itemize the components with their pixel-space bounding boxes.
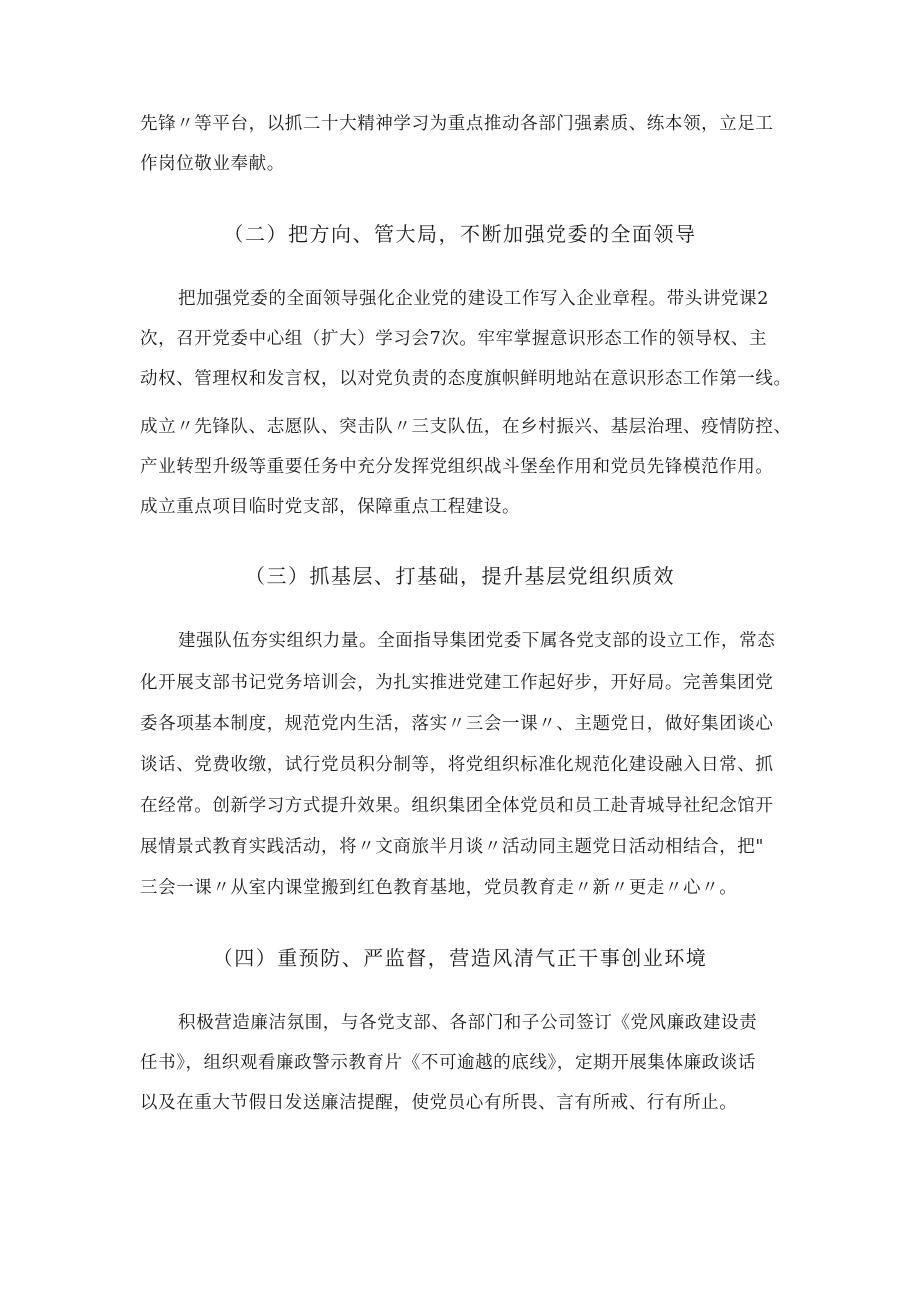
paragraph-line: 动权、管理权和发言权，以对党负责的态度旗帜鲜明地站在意识形态工作第一线。 bbox=[140, 369, 792, 389]
paragraph-line: 建强队伍夯实组织力量。全面指导集团党委下属各党支部的设立工作，常态 bbox=[178, 631, 776, 651]
paragraph-line: 成立〃先锋队、志愿队、突击队〃三支队伍，在乡村振兴、基层治理、疫情防控、 bbox=[140, 417, 792, 437]
paragraph-line: 产业转型升级等重要任务中充分发挥党组织战斗堡垒作用和党员先锋模范作用。 bbox=[140, 457, 774, 477]
section-heading-4: （四）重预防、严监督，营造风清气正干事创业环境 bbox=[212, 946, 708, 970]
intro-line-2: 作岗位敬业奉献。 bbox=[140, 154, 285, 174]
section-heading-2: （二）把方向、管大局，不断加强党委的全面领导 bbox=[223, 222, 697, 246]
paragraph-line: 次，召开党委中心组（扩大）学习会7次。牢牢掌握意识形态工作的领导权、主 bbox=[140, 329, 768, 349]
paragraph-line: 在经常。创新学习方式提升效果。组织集团全体党员和员工赴青城导社纪念馆开 bbox=[140, 796, 774, 816]
intro-line-1: 先锋〃等平台，以抓二十大精神学习为重点推动各部门强素质、练本领，立足工 bbox=[140, 114, 774, 134]
paragraph-line: 化开展支部书记党务培训会，为扎实推进党建工作起好步，开好局。完善集团党 bbox=[140, 673, 774, 693]
paragraph-line: 展情景式教育实践活动，将〃文商旅半月谈〃活动同主题党日活动相结合，把" bbox=[140, 837, 765, 857]
paragraph-line: 委各项基本制度，规范党内生活，落实〃三会一课〃、主题党日，做好集团谈心 bbox=[140, 714, 774, 734]
paragraph-line: 以及在重大节假日发送廉洁提醒，使党员心有所畏、言有所戒、行有所止。 bbox=[140, 1093, 738, 1113]
section-heading-3: （三）抓基层、打基础，提升基层党组织质效 bbox=[245, 564, 675, 588]
paragraph-line: 三会一课〃从室内课堂搬到红色教育基地，党员教育走〃新〃更走〃心〃。 bbox=[140, 878, 738, 898]
paragraph-line: 把加强党委的全面领导强化企业党的建设工作写入企业章程。带头讲党课2 bbox=[178, 289, 769, 309]
paragraph-line: 积极营造廉洁氛围，与各党支部、各部门和子公司签订《党风廉政建设责 bbox=[178, 1013, 758, 1033]
paragraph-line: 谈话、党费收缴，试行党员积分制等，将党组织标准化规范化建设融入日常、抓 bbox=[140, 755, 774, 775]
paragraph-line: 任书》，组织观看廉政警示教育片《不可逾越的底线》，定期开展集体廉政谈话 bbox=[140, 1053, 756, 1073]
paragraph-line: 成立重点项目临时党支部，保障重点工程建设。 bbox=[140, 497, 521, 517]
